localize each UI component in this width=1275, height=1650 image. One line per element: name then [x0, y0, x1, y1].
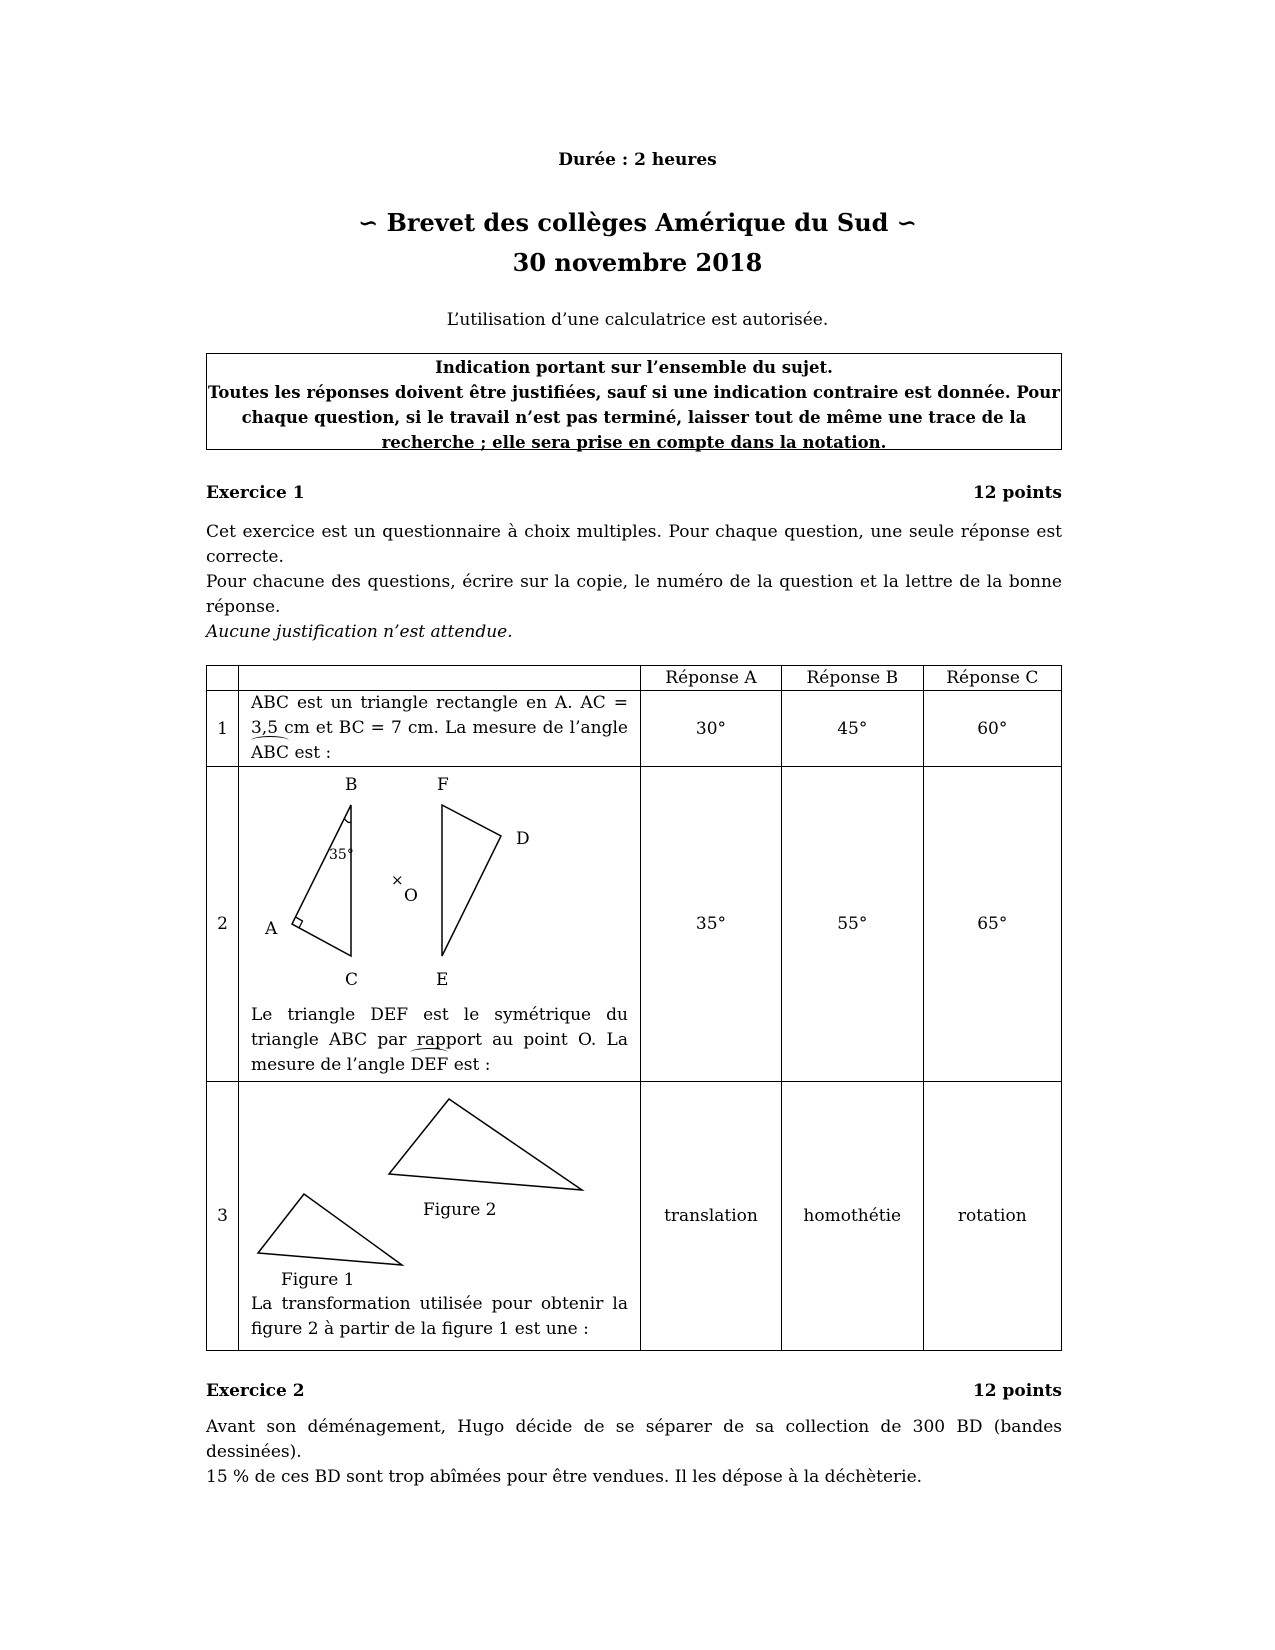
exercise2-line-1: Avant son déménagement, Hugo décide de se séparer de sa collection de 300 BD (bandes dessinées).	[206, 1417, 1062, 1462]
table-row	[207, 767, 1062, 1082]
triangle-abc	[292, 805, 351, 956]
duration: Durée : 2 heures	[558, 150, 717, 170]
exercise2-header	[206, 1381, 1062, 1401]
exercise1-header	[206, 483, 1062, 503]
exercise2-line-2: 15 % de ces BD sont trop abîmées pour être vendues. Il les dépose à la déchèterie.	[206, 1467, 923, 1487]
header-answer-c: Réponse C	[923, 666, 1061, 691]
question-number: 2	[207, 767, 239, 1082]
ornament-right: ∽	[896, 208, 917, 237]
exercise2-points: 12 points	[972, 1381, 1062, 1401]
answer-c: 60°	[923, 691, 1061, 767]
answer-a: 35°	[640, 767, 781, 1082]
page-title	[0, 208, 1275, 237]
header-empty-num	[207, 666, 239, 691]
question-text	[251, 1003, 628, 1078]
figure2-label: Figure 2	[422, 1200, 497, 1220]
cross-mark: ×	[390, 871, 404, 889]
title-line1: Brevet des collèges Amérique du Sud	[386, 208, 889, 237]
table-header-row	[207, 666, 1062, 691]
label-f: F	[436, 775, 449, 795]
answer-a: translation	[640, 1082, 781, 1351]
intro-paragraph-2: Pour chacune des questions, écrire sur la copie, le numéro de la question et la lettre de la bonne réponse.	[206, 572, 1062, 617]
figure1-triangle	[258, 1194, 402, 1265]
question-number: 3	[207, 1082, 239, 1351]
figure1-label: Figure 1	[280, 1270, 355, 1290]
label-e: E	[435, 970, 449, 990]
ornament-left: ∽	[358, 208, 379, 237]
label-angle-35: 35°	[328, 847, 354, 863]
answer-a: 30°	[640, 691, 781, 767]
exercise1-points: 12 points	[972, 483, 1062, 503]
answer-b: 45°	[782, 691, 924, 767]
answer-b: homothétie	[782, 1082, 924, 1351]
question-number: 1	[207, 691, 239, 767]
title-date: 30 novembre 2018	[512, 248, 763, 277]
question-text: La transformation utilisée pour obtenir la figure 2 à partir de la figure 1 est une :	[250, 1294, 628, 1339]
table-row	[207, 691, 1062, 767]
exercise1-intro	[206, 520, 1062, 645]
answer-c: 65°	[923, 767, 1061, 1082]
table-row	[207, 1082, 1062, 1351]
indication-heading: Indication portant sur l’ensemble du sujet.	[435, 358, 833, 377]
label-a: A	[264, 919, 278, 939]
intro-paragraph-3: Aucune justification n’est attendue.	[206, 622, 513, 642]
figure2-triangle	[389, 1099, 582, 1190]
exercise1-title: Exercice 1	[206, 483, 305, 503]
calculator-note: L’utilisation d’une calculatrice est autorisée.	[446, 310, 829, 330]
question-cell	[238, 1082, 640, 1351]
indication-text: Toutes les réponses doivent être justifiées, sauf si une indication contraire est donnée. Pour chaque question, si le travail n’est pas terminé, laisser tout de même une trace de la recherche ; elle sera prise en compte dans la notation.	[207, 383, 1060, 452]
question-text-part: est :	[448, 1055, 491, 1075]
answer-c: rotation	[923, 1082, 1061, 1351]
exercise2-text	[206, 1415, 1062, 1490]
label-o: O	[403, 886, 418, 906]
label-d: D	[515, 829, 530, 849]
indication-box	[206, 353, 1062, 450]
label-c: C	[344, 970, 358, 990]
intro-paragraph-1: Cet exercice est un questionnaire à choix multiples. Pour chaque question, une seule réponse est correcte.	[206, 522, 1062, 567]
label-b: B	[344, 775, 358, 795]
qcm-table	[206, 665, 1062, 1351]
triangles-figure	[251, 767, 628, 1003]
triangle-def	[442, 805, 501, 956]
angle-notation: ABC	[251, 741, 289, 766]
header-answer-b: Réponse B	[782, 666, 924, 691]
header-answer-a: Réponse A	[640, 666, 781, 691]
question-text-part: est :	[289, 743, 332, 763]
figures-transformation	[251, 1082, 628, 1292]
question-cell	[238, 767, 640, 1082]
answer-b: 55°	[782, 767, 924, 1082]
question-text-part: ABC est un triangle rectangle en A. AC = 3,5 cm et BC = 7 cm. La mesure de l’angle	[250, 693, 628, 738]
angle-arc-b	[344, 818, 351, 823]
question-text	[238, 691, 640, 767]
exercise2-title: Exercice 2	[206, 1381, 305, 1401]
angle-notation: DEF	[410, 1053, 448, 1078]
question-text-part: Le triangle DEF est le symétrique du triangle ABC par rapport au point O. La mesure de l’angle	[250, 1005, 628, 1075]
header-empty-question	[238, 666, 640, 691]
